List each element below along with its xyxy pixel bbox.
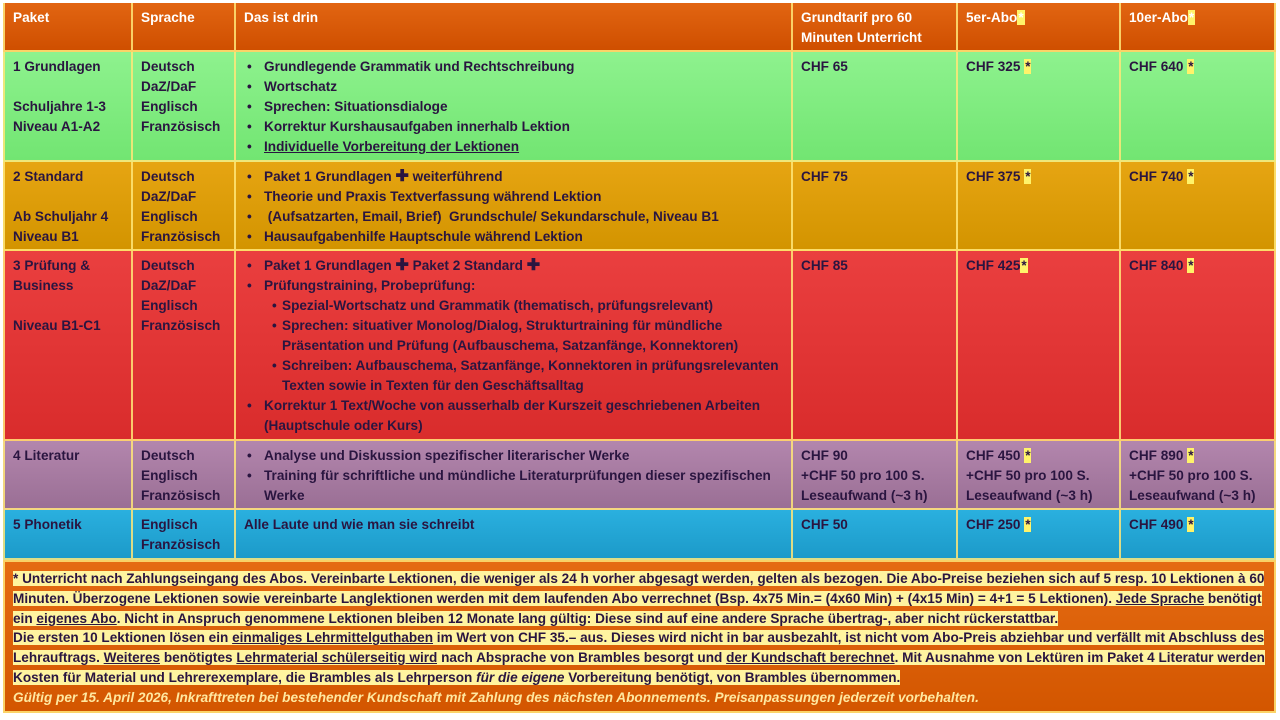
- abo5-price: CHF 325: [966, 59, 1021, 74]
- language-item: Englisch: [141, 298, 198, 313]
- header-abo5: [958, 3, 1121, 52]
- footnote-text: benötigt ein: [13, 590, 1262, 626]
- footnote-text: . Nicht in Anspruch genommene Lektionen bleiben 12 Monate lang gültig: Diese sind auf eine andere Sprache übertrag-, aber nicht rückerstattbar.: [116, 610, 1059, 626]
- footnote-star: *: [1025, 517, 1031, 532]
- footnote-star: *: [1188, 59, 1194, 74]
- content-item: • Korrektur Kurshausaufgaben innerhalb Lektion: [264, 117, 783, 137]
- abo5-cell: [958, 441, 1121, 510]
- table-row: [3, 510, 1276, 560]
- language-item: Englisch: [141, 468, 198, 483]
- footnote-star: *: [1018, 10, 1024, 25]
- footnote-star: *: [1188, 448, 1194, 463]
- content-item: [264, 137, 783, 157]
- abo10-price: CHF 890: [1129, 448, 1184, 463]
- abo5-cell: [958, 162, 1121, 251]
- paket-cell: 5 Phonetik: [3, 510, 133, 560]
- sub-list: [264, 296, 783, 396]
- footnote-text: * Unterricht nach Zahlungseingang des Abos. Vereinbarte Lektionen, die weniger als 24 h vorher abgesagt werden, gelten als bezogen. Die Abo-Preise beziehen sich auf 5 resp. 10 Lektionen à 60 Minuten. Überzogene Lektionen sowie vereinbarte Langlektionen werden mit dem laufenden Abo verrechnet (Bsp. 4x75 Min.= (4x60 Min) + (4x15 Min) = 4+1 = 5 Lektionen).: [13, 571, 1265, 606]
- abo10-price: CHF 640: [1129, 59, 1184, 74]
- footnote-star: *: [1025, 169, 1031, 184]
- content-ref-suffix: weiterführend: [412, 169, 503, 184]
- sub-item: • Schreiben: Aufbauschema, Satzanfänge, Konnektoren in prüfungsrelevanten Texten sowie in Texten für den Geschäftsalltag: [282, 356, 783, 396]
- footnote-star: *: [1188, 258, 1194, 273]
- abo5-cell: [958, 251, 1121, 441]
- footnote-text: Vorbereitung benötigt, von Brambles übernommen.: [564, 669, 901, 685]
- paket-niveau: Niveau B1: [13, 229, 79, 244]
- footnote-star: *: [1025, 448, 1031, 463]
- paket-cell: [3, 251, 133, 441]
- paket-cell: 4 Literatur: [3, 441, 133, 510]
- content-item: • Theorie und Praxis Textverfassung während Lektion: [264, 187, 783, 207]
- footnote-underlined: Lehrmaterial schülerseitig wird: [236, 650, 438, 666]
- content-list: [244, 256, 783, 436]
- inhalt-cell: Alle Laute und wie man sie schreibt: [236, 510, 793, 560]
- sub-item: • Spezial-Wortschatz und Grammatik (thematisch, prüfungsrelevant): [282, 296, 783, 316]
- validity-note: Gültig per 15. April 2026, Inkrafttreten bei bestehender Kundschaft mit Zahlung des nächsten Abonnements. Preisanpassungen jederzeit vorbehalten.: [13, 689, 979, 705]
- content-item: • Sprechen: Situationsdialoge: [264, 97, 783, 117]
- grundtarif-cell: CHF 75: [793, 162, 958, 251]
- grundtarif-cell: [793, 441, 958, 510]
- grundtarif-cell: CHF 85: [793, 251, 958, 441]
- footnote-text: im Wert von CHF 35.– aus. Dieses wird nicht in bar ausbezahlt, ist nicht vom Abo-Preis abziehbar und verfällt mit Abschluss des Lehrauftrags.: [13, 630, 1265, 666]
- paket-name-line2: Business: [13, 278, 74, 293]
- plus-icon: ✚: [395, 168, 409, 185]
- paket-level: Schuljahre 1-3: [13, 99, 106, 114]
- header-abo10-label: 10er-Abo: [1129, 10, 1188, 25]
- abo10-cell: [1121, 441, 1276, 510]
- footnote-text: Die ersten 10 Lektionen lösen ein: [13, 630, 233, 646]
- abo10-price: CHF 840: [1129, 258, 1184, 273]
- grundtarif-price: CHF 90: [801, 448, 848, 463]
- sub-item: • Sprechen: situativer Monolog/Dialog, Strukturtraining für mündliche Präsentation und Prüfung (Aufbauschema, Satzanfänge, Konnektoren): [282, 316, 783, 356]
- content-item-underlined: Individuelle Vorbereitung der Lektionen: [264, 139, 520, 154]
- grundtarif-cell: CHF 65: [793, 52, 958, 162]
- footnote-underlined: der Kundschaft berechnet: [726, 650, 895, 666]
- language-item: Französisch: [141, 119, 221, 134]
- language-item: Deutsch: [141, 448, 195, 463]
- sprache-cell: [133, 441, 236, 510]
- sprache-cell: [133, 251, 236, 441]
- language-item: Englisch: [141, 99, 198, 114]
- table-row: [3, 441, 1276, 510]
- abo5-price: CHF 375: [966, 169, 1021, 184]
- footnote-star: *: [1021, 258, 1027, 273]
- paket-name: 2 Standard: [13, 169, 84, 184]
- content-item-label: Prüfungstraining, Probeprüfung:: [264, 278, 476, 293]
- footnote-star: *: [1188, 10, 1195, 25]
- paket-level: Ab Schuljahr 4: [13, 209, 109, 224]
- footnote-star: *: [1188, 169, 1194, 184]
- paket-name: 3 Prüfung &: [13, 258, 91, 273]
- footnote-italic: für die eigene: [476, 669, 565, 685]
- abo10-price: CHF 740: [1129, 169, 1184, 184]
- footnote-text: nach Absprache von Brambles besorgt und: [437, 650, 727, 666]
- language-item: DaZ/DaF: [141, 278, 197, 293]
- header-paket: Paket: [3, 3, 133, 52]
- language-item: Französisch: [141, 318, 221, 333]
- language-item: DaZ/DaF: [141, 79, 197, 94]
- content-list: [244, 167, 783, 247]
- footnote-star: *: [1025, 59, 1031, 74]
- footnote-text: . Mit Ausnahme von Lektüren im Paket 4 Literatur werden Kosten für Material und Lehrerexemplare, die Brambles als Lehrperson: [13, 650, 1265, 685]
- extra-cost-note: Leseaufwand (~3 h): [966, 488, 1093, 503]
- language-item: Englisch: [141, 209, 198, 224]
- language-item: Französisch: [141, 488, 221, 503]
- header-grundtarif-line2: Minuten Unterricht: [801, 30, 922, 45]
- footnote-underlined: eigenes Abo: [36, 610, 117, 626]
- abo5-price: CHF 425: [966, 258, 1021, 273]
- table-row: [3, 52, 1276, 162]
- extra-cost-note: Leseaufwand (~3 h): [1129, 488, 1256, 503]
- footnote-star: *: [1188, 517, 1194, 532]
- abo5-price: CHF 250: [966, 517, 1021, 532]
- language-item: Französisch: [141, 229, 221, 244]
- footnote-box: [3, 560, 1276, 713]
- table-row: [3, 162, 1276, 251]
- footnote-underlined: Jede Sprache: [1115, 590, 1205, 606]
- content-item: • Grundlegende Grammatik und Rechtschreibung: [264, 57, 783, 77]
- content-item: [264, 167, 783, 187]
- header-sprache: Sprache: [133, 3, 236, 52]
- content-item: • (Aufsatzarten, Email, Brief) Grundschule/ Sekundarschule, Niveau B1: [264, 207, 783, 227]
- content-ref: Paket 1 Grundlagen: [264, 169, 392, 184]
- content-list: [244, 446, 783, 506]
- plus-icon: ✚: [526, 257, 541, 274]
- language-item: Deutsch: [141, 59, 195, 74]
- sprache-cell: [133, 510, 236, 560]
- table-row: [3, 251, 1276, 441]
- content-ref: Paket 1 Grundlagen: [264, 258, 392, 273]
- paket-niveau: Niveau A1-A2: [13, 119, 101, 134]
- abo5-cell: [958, 52, 1121, 162]
- content-item: [264, 276, 783, 396]
- header-inhalt: Das ist drin: [236, 3, 793, 52]
- content-item: • Analyse und Diskussion spezifischer literarischer Werke: [264, 446, 783, 466]
- content-item: • Training für schriftliche und mündliche Literaturprüfungen dieser spezifischen Werke: [264, 466, 783, 506]
- abo10-cell: [1121, 162, 1276, 251]
- header-abo5-label: 5er-Abo: [966, 10, 1018, 25]
- language-item: DaZ/DaF: [141, 189, 197, 204]
- inhalt-cell: [236, 441, 793, 510]
- language-item: Deutsch: [141, 169, 195, 184]
- content-item: • Korrektur 1 Text/Woche von ausserhalb der Kurszeit geschriebenen Arbeiten (Hauptschule oder Kurs): [264, 396, 783, 436]
- language-item: Deutsch: [141, 258, 195, 273]
- abo10-cell: [1121, 251, 1276, 441]
- sprache-cell: [133, 52, 236, 162]
- paket-cell: [3, 52, 133, 162]
- paket-name: 1 Grundlagen: [13, 59, 101, 74]
- content-list: [244, 57, 783, 157]
- price-table: [3, 3, 1276, 560]
- grundtarif-cell: CHF 50: [793, 510, 958, 560]
- language-item: Französisch: [141, 537, 221, 552]
- abo10-price: CHF 490: [1129, 517, 1184, 532]
- language-item: Englisch: [141, 517, 198, 532]
- paket-cell: [3, 162, 133, 251]
- table-header-row: [3, 3, 1276, 52]
- extra-cost: +CHF 50 pro 100 S.: [966, 468, 1090, 483]
- plus-icon: ✚: [395, 257, 409, 274]
- header-abo10: [1121, 3, 1276, 52]
- header-grundtarif-line1: Grundtarif pro 60: [801, 10, 913, 25]
- abo10-cell: [1121, 510, 1276, 560]
- inhalt-cell: [236, 251, 793, 441]
- footnote-text: benötigtes: [160, 650, 237, 666]
- extra-cost-note: Leseaufwand (~3 h): [801, 488, 928, 503]
- extra-cost: +CHF 50 pro 100 S.: [801, 468, 925, 483]
- paket-niveau: Niveau B1-C1: [13, 318, 101, 333]
- abo5-cell: [958, 510, 1121, 560]
- content-item: [264, 256, 783, 276]
- footnote-underlined: einmaliges Lehrmittelguthaben: [232, 630, 434, 646]
- content-item: • Wortschatz: [264, 77, 783, 97]
- footnote-underlined: Weiteres: [103, 650, 161, 666]
- header-grundtarif: [793, 3, 958, 52]
- abo5-price: CHF 450: [966, 448, 1021, 463]
- inhalt-cell: [236, 162, 793, 251]
- sprache-cell: [133, 162, 236, 251]
- inhalt-cell: [236, 52, 793, 162]
- extra-cost: +CHF 50 pro 100 S.: [1129, 468, 1253, 483]
- abo10-cell: [1121, 52, 1276, 162]
- content-ref: Paket 2 Standard: [412, 258, 523, 273]
- content-item: • Hausaufgabenhilfe Hauptschule während Lektion: [264, 227, 783, 247]
